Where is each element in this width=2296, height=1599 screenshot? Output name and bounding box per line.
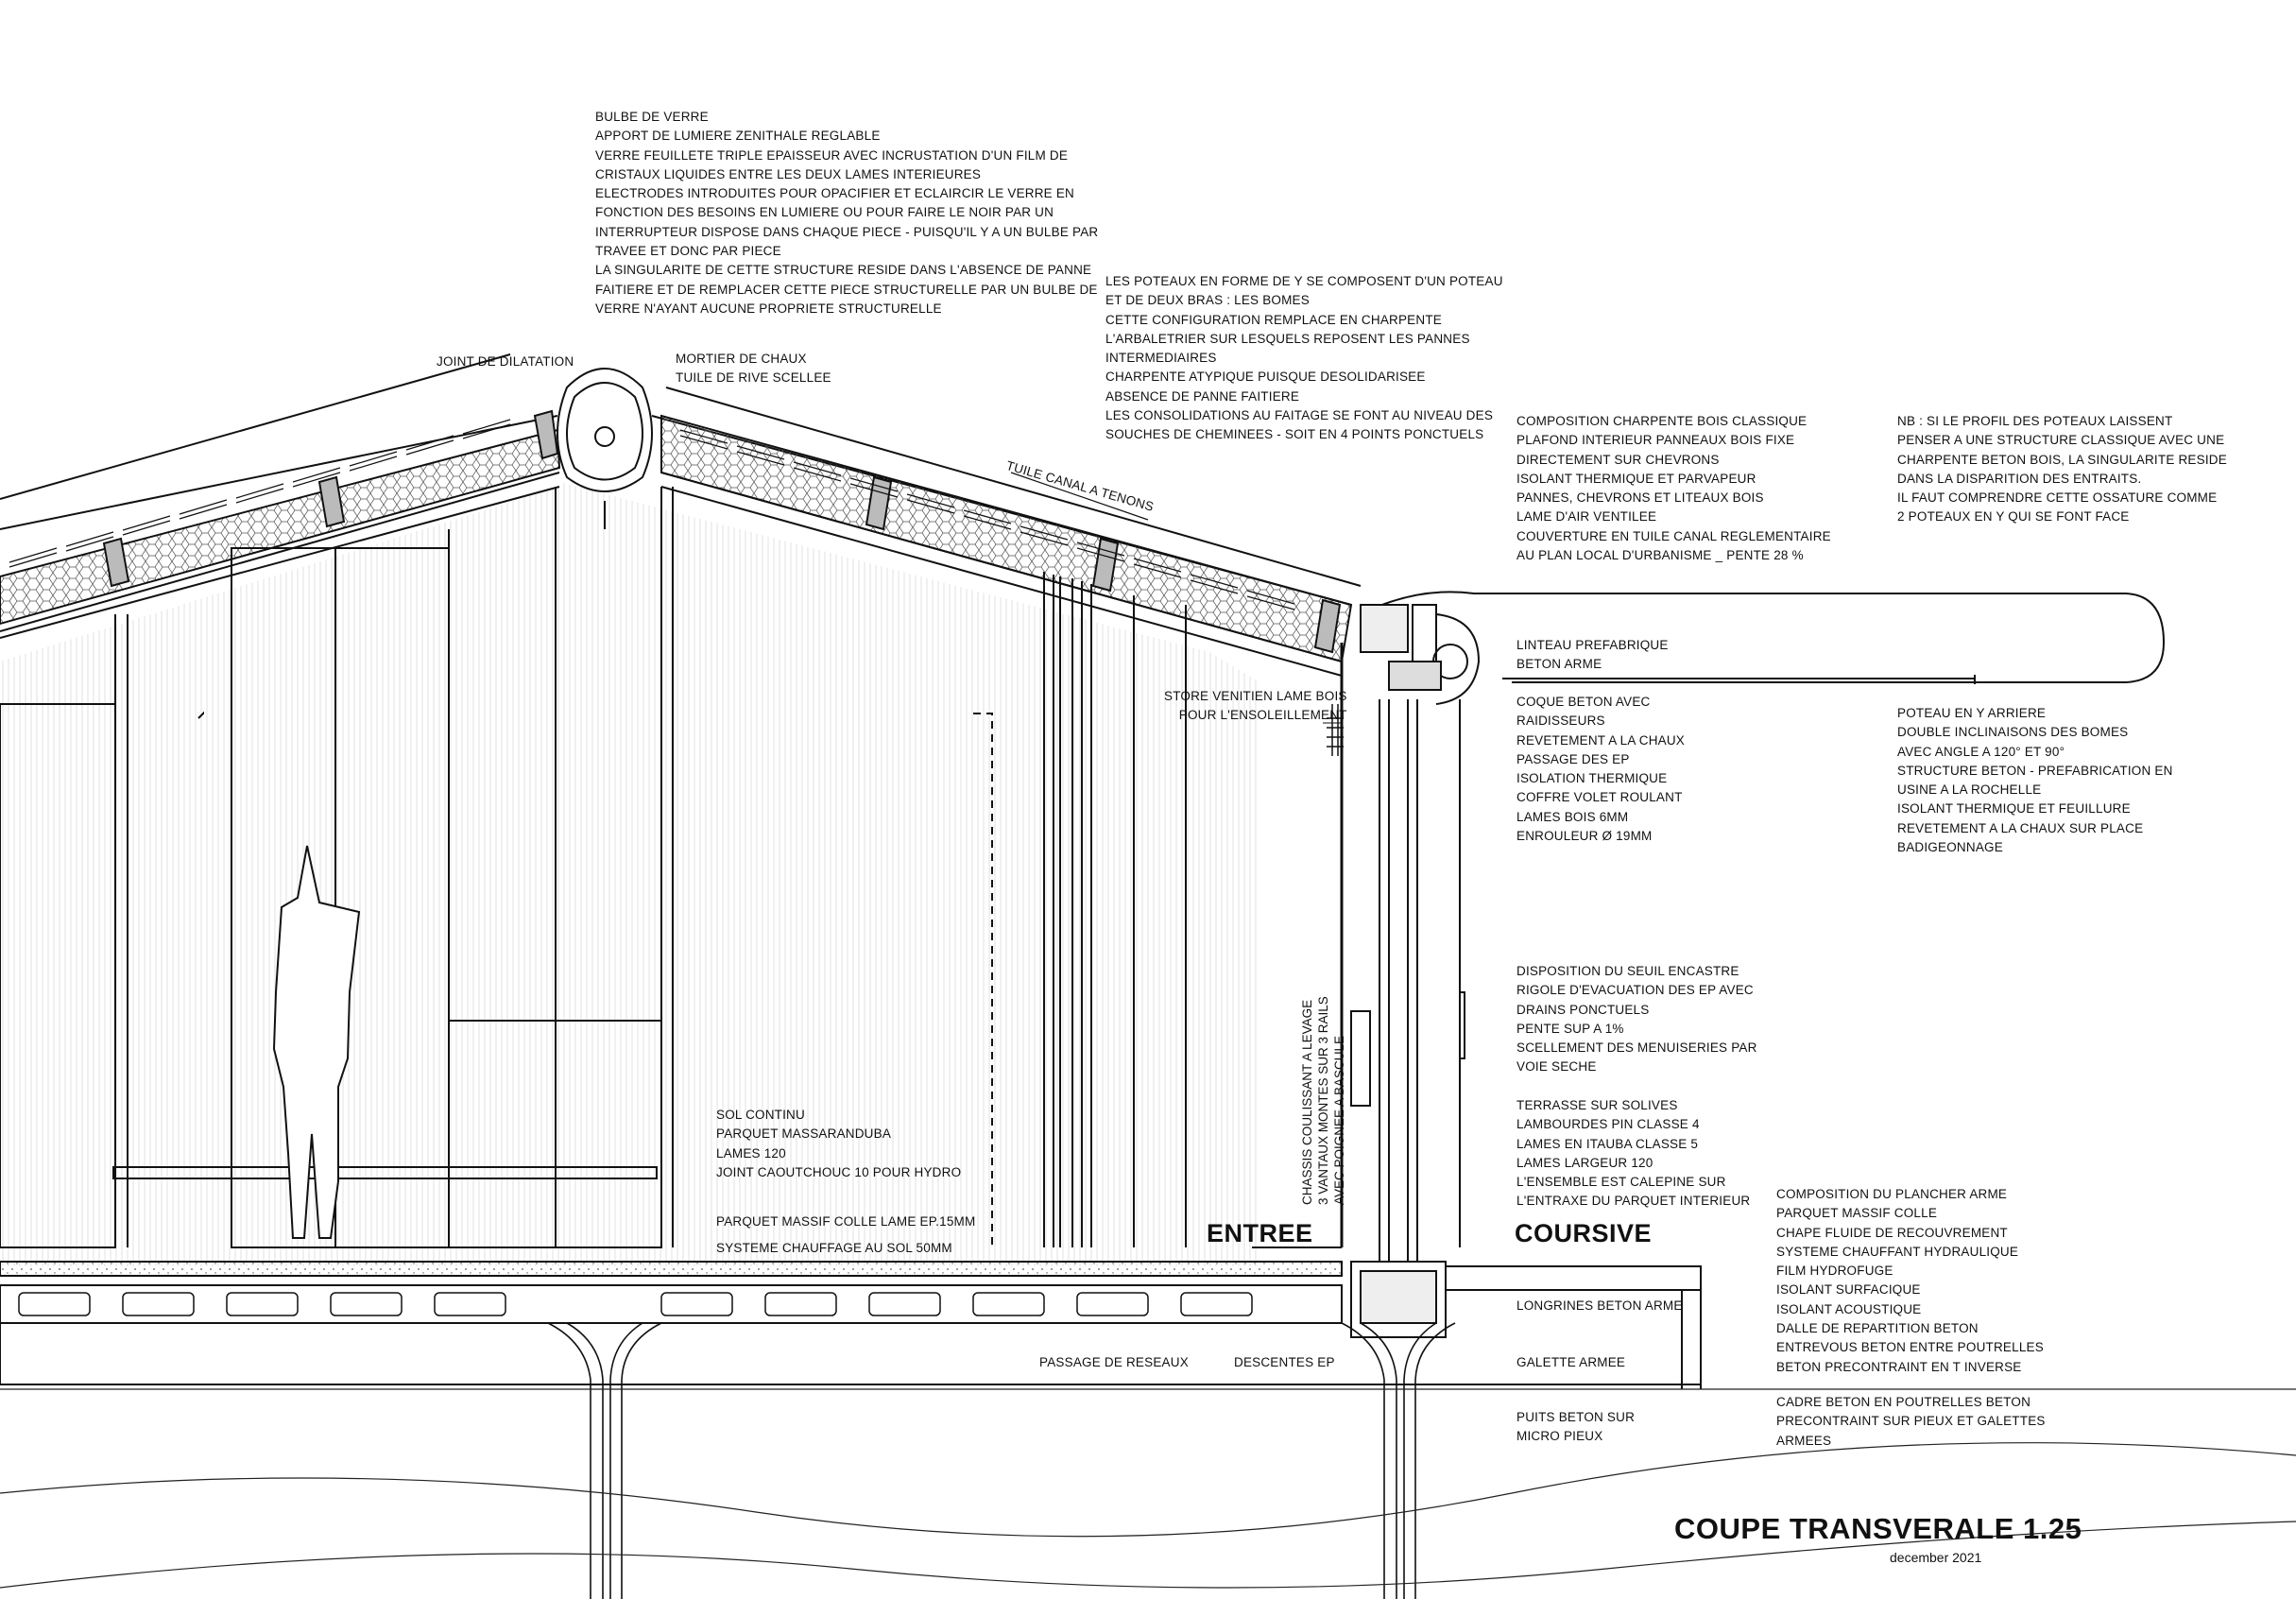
note-sol xyxy=(716,1106,961,1182)
note-line: TRAVEE ET DONC PAR PIECE xyxy=(595,244,781,259)
drawing-title: COUPE TRANSVERALE 1.25 xyxy=(1674,1512,2082,1545)
note-line: DOUBLE INCLINAISONS DES BOMES xyxy=(1897,725,2129,740)
note-line: POUR L'ENSOLEILLEMENT xyxy=(1178,708,1347,723)
note-chauffage xyxy=(716,1239,952,1258)
note-line: DESCENTES EP xyxy=(1234,1355,1335,1369)
note-linteau xyxy=(1516,636,1669,675)
note-nb xyxy=(1897,412,2227,527)
note-line: ISOLATION THERMIQUE xyxy=(1516,771,1668,786)
note-line: ELECTRODES INTRODUITES POUR OPACIFIER ET ECLAIRCIR LE VERRE EN xyxy=(595,186,1074,201)
note-line: IL FAUT COMPRENDRE CETTE OSSATURE COMME xyxy=(1897,490,2218,506)
note-line: ENTREVOUS BETON ENTRE POUTRELLES xyxy=(1776,1340,2044,1355)
note-plancher xyxy=(1776,1185,2044,1377)
note-line: ABSENCE DE PANNE FAITIERE xyxy=(1105,388,1300,404)
label-descentes-ep xyxy=(1234,1353,1335,1372)
note-line: ISOLANT THERMIQUE ET FEUILLURE xyxy=(1897,801,2131,817)
note-line: MICRO PIEUX xyxy=(1516,1429,1603,1444)
note-line: TUILE DE RIVE SCELLEE xyxy=(676,370,831,386)
note-line: POTEAU EN Y ARRIERE xyxy=(1897,706,2047,720)
note-line: DIRECTEMENT SUR CHEVRONS xyxy=(1516,452,1720,467)
note-line: PLAFOND INTERIEUR PANNEAUX BOIS FIXE xyxy=(1516,433,1795,448)
note-line: BETON PRECONTRAINT EN T INVERSE xyxy=(1776,1359,2022,1374)
note-line: CHAPE FLUIDE DE RECOUVREMENT xyxy=(1776,1225,2008,1240)
eave-canopy xyxy=(1361,592,2164,704)
note-line: CETTE CONFIGURATION REMPLACE EN CHARPENTE xyxy=(1105,312,1442,327)
note-charpente xyxy=(1516,412,1831,565)
note-line: RIGOLE D'EVACUATION DES EP AVEC xyxy=(1516,983,1754,998)
note-line: PRECONTRAINT SUR PIEUX ET GALETTES xyxy=(1776,1414,2046,1429)
note-line: VERRE FEUILLETE TRIPLE EPAISSEUR AVEC INCRUSTATION D'UN FILM DE xyxy=(595,147,1069,163)
note-line: JOINT CAOUTCHOUC 10 POUR HYDRO xyxy=(716,1164,962,1179)
note-cadre xyxy=(1776,1393,2046,1451)
note-line: ARMEES xyxy=(1776,1433,1832,1448)
label-longrines xyxy=(1516,1297,1683,1315)
label-coursive: COURSIVE xyxy=(1515,1219,1653,1247)
note-line: FONCTION DES BESOINS EN LUMIERE OU POUR FAIRE LE NOIR PAR UN xyxy=(595,205,1054,220)
note-line: ISOLANT SURFACIQUE xyxy=(1776,1282,1921,1298)
note-line: BETON ARME xyxy=(1516,657,1602,672)
note-line: JOINT DE DILATATION xyxy=(437,354,574,369)
note-line: LAMES EN ITAUBA CLASSE 5 xyxy=(1516,1136,1699,1151)
floor-slab xyxy=(0,1262,1701,1389)
note-seuil xyxy=(1516,962,1757,1077)
note-line: 3 VANTAUX MONTES SUR 3 RAILS xyxy=(1316,996,1330,1205)
note-line: PARQUET MASSARANDUBA xyxy=(716,1126,892,1142)
note-line: 2 POTEAUX EN Y QUI SE FONT FACE xyxy=(1897,509,2130,524)
note-line: SCELLEMENT DES MENUISERIES PAR xyxy=(1516,1040,1757,1056)
note-line: CHASSIS COULISSANT A LEVAGE xyxy=(1300,999,1314,1205)
note-line: VERRE N'AYANT AUCUNE PROPRIETE STRUCTURELLE xyxy=(595,301,942,316)
note-line: BULBE DE VERRE xyxy=(595,110,709,124)
note-line: COUVERTURE EN TUILE CANAL REGLEMENTAIRE xyxy=(1516,528,1831,543)
label-passage-reseaux xyxy=(1039,1353,1189,1372)
note-line: PARQUET MASSIF COLLE xyxy=(1776,1206,1938,1221)
note-line: CHARPENTE ATYPIQUE PUISQUE DESOLIDARISEE xyxy=(1105,370,1426,385)
note-line: L'ENSEMBLE EST CALEPINE SUR xyxy=(1516,1175,1726,1190)
note-line: AVEC POIGNEE A BASCULE xyxy=(1332,1035,1346,1205)
note-line: STRUCTURE BETON - PREFABRICATION EN xyxy=(1897,763,2173,778)
note-line: ET DE DEUX BRAS : LES BOMES xyxy=(1105,293,1310,308)
note-line: LAMES BOIS 6MM xyxy=(1516,809,1629,824)
note-poteaux xyxy=(1105,272,1503,445)
note-line: PASSAGE DE RESEAUX xyxy=(1039,1355,1189,1369)
note-line: REVETEMENT A LA CHAUX SUR PLACE xyxy=(1897,820,2144,835)
note-line: LINTEAU PREFABRIQUE xyxy=(1516,638,1669,652)
note-line: PUITS BETON SUR xyxy=(1516,1410,1636,1424)
note-line: SYSTEME CHAUFFANT HYDRAULIQUE xyxy=(1776,1244,2019,1259)
note-line: LAMES LARGEUR 120 xyxy=(1516,1155,1653,1170)
note-line: COFFRE VOLET ROULANT xyxy=(1516,790,1683,805)
note-line: PASSAGE DES EP xyxy=(1516,751,1630,766)
note-line: FAITIERE ET DE REMPLACER CETTE PIECE STRUCTURELLE PAR UN BULBE DE xyxy=(595,282,1098,297)
note-line: TERRASSE SUR SOLIVES xyxy=(1516,1098,1678,1112)
note-line: SOUCHES DE CHEMINEES - SOIT EN 4 POINTS PONCTUELS xyxy=(1105,427,1484,442)
note-line: COMPOSITION CHARPENTE BOIS CLASSIQUE xyxy=(1516,414,1808,428)
note-line: VOIE SECHE xyxy=(1516,1059,1597,1075)
note-store xyxy=(1164,687,1347,726)
note-line: L'ENTRAXE DU PARQUET INTERIEUR xyxy=(1516,1194,1751,1209)
note-line: GALETTE ARMEE xyxy=(1516,1355,1626,1369)
note-line: LES POTEAUX EN FORME DE Y SE COMPOSENT D'UN POTEAU xyxy=(1105,274,1503,288)
note-line: DANS LA DISPARITION DES ENTRAITS. xyxy=(1897,471,2142,486)
note-line: CRISTAUX LIQUIDES ENTRE LES DEUX LAMES INTERIEURES xyxy=(595,166,982,181)
note-line: USINE A LA ROCHELLE xyxy=(1897,782,2042,798)
note-line: ISOLANT ACOUSTIQUE xyxy=(1776,1301,1922,1316)
note-bulbe xyxy=(595,108,1098,318)
label-galette xyxy=(1516,1353,1625,1372)
note-line: BADIGEONNAGE xyxy=(1897,840,2003,855)
note-line: STORE VENITIEN LAME BOIS xyxy=(1164,689,1347,703)
note-line: AU PLAN LOCAL D'URBANISME _ PENTE 28 % xyxy=(1516,548,1804,563)
note-line: CADRE BETON EN POUTRELLES BETON xyxy=(1776,1395,2031,1409)
note-line: PARQUET MASSIF COLLE LAME EP.15MM xyxy=(716,1214,976,1229)
note-line: PANNES, CHEVRONS ET LITEAUX BOIS xyxy=(1516,490,1764,506)
note-line: INTERRUPTEUR DISPOSE DANS CHAQUE PIECE - PUISQU'IL Y A UN BULBE PAR xyxy=(595,224,1099,239)
note-line: DALLE DE REPARTITION BETON xyxy=(1776,1321,1979,1336)
note-line: LONGRINES BETON ARME xyxy=(1516,1298,1683,1313)
note-line: REVETEMENT A LA CHAUX xyxy=(1516,732,1686,748)
note-puits xyxy=(1516,1408,1635,1447)
note-line: DRAINS PONCTUELS xyxy=(1516,1002,1650,1017)
note-line: LAME D'AIR VENTILEE xyxy=(1516,509,1657,524)
note-coque xyxy=(1516,693,1685,846)
note-line: MORTIER DE CHAUX xyxy=(676,352,807,366)
note-line: APPORT DE LUMIERE ZENITHALE REGLABLE xyxy=(595,129,881,144)
note-line: LES CONSOLIDATIONS AU FAITAGE SE FONT AU NIVEAU DES xyxy=(1105,408,1494,423)
note-line: SOL CONTINU xyxy=(716,1108,805,1122)
note-line: FILM HYDROFUGE xyxy=(1776,1264,1893,1279)
drawing-date: december 2021 xyxy=(1890,1550,1982,1565)
note-line: PENTE SUP A 1% xyxy=(1516,1021,1624,1036)
note-line: PENSER A UNE STRUCTURE CLASSIQUE AVEC UNE xyxy=(1897,433,2225,448)
note-line: COQUE BETON AVEC xyxy=(1516,695,1651,709)
note-line: L'ARBALETRIER SUR LESQUELS REPOSENT LES PANNES xyxy=(1105,331,1470,346)
note-line: LAMES 120 xyxy=(716,1145,786,1161)
note-line: ENROULEUR Ø 19MM xyxy=(1516,829,1653,844)
note-parquet xyxy=(716,1212,975,1231)
note-line: LA SINGULARITE DE CETTE STRUCTURE RESIDE DANS L'ABSENCE DE PANNE xyxy=(595,263,1092,278)
note-line: INTERMEDIAIRES xyxy=(1105,351,1217,366)
note-line: AVEC ANGLE A 120° ET 90° xyxy=(1897,744,2065,759)
label-joint xyxy=(437,352,574,371)
note-poteau-y xyxy=(1897,704,2173,857)
note-chassis xyxy=(1299,996,1347,1205)
label-entree: ENTREE xyxy=(1207,1219,1313,1247)
note-terrasse xyxy=(1516,1096,1750,1212)
note-line: CHARPENTE BETON BOIS, LA SINGULARITE RESIDE xyxy=(1897,452,2227,467)
note-line: TUILE CANAL A TENONS xyxy=(1004,457,1156,514)
note-line: NB : SI LE PROFIL DES POTEAUX LAISSENT xyxy=(1897,414,2173,428)
note-line: ISOLANT THERMIQUE ET PARVAPEUR xyxy=(1516,471,1756,486)
note-line: DISPOSITION DU SEUIL ENCASTRE xyxy=(1516,964,1739,978)
note-line: LAMBOURDES PIN CLASSE 4 xyxy=(1516,1117,1700,1132)
note-line: SYSTEME CHAUFFAGE AU SOL 50MM xyxy=(716,1241,952,1255)
note-line: RAIDISSEURS xyxy=(1516,714,1605,729)
note-mortier xyxy=(676,350,831,388)
note-line: COMPOSITION DU PLANCHER ARME xyxy=(1776,1187,2008,1201)
